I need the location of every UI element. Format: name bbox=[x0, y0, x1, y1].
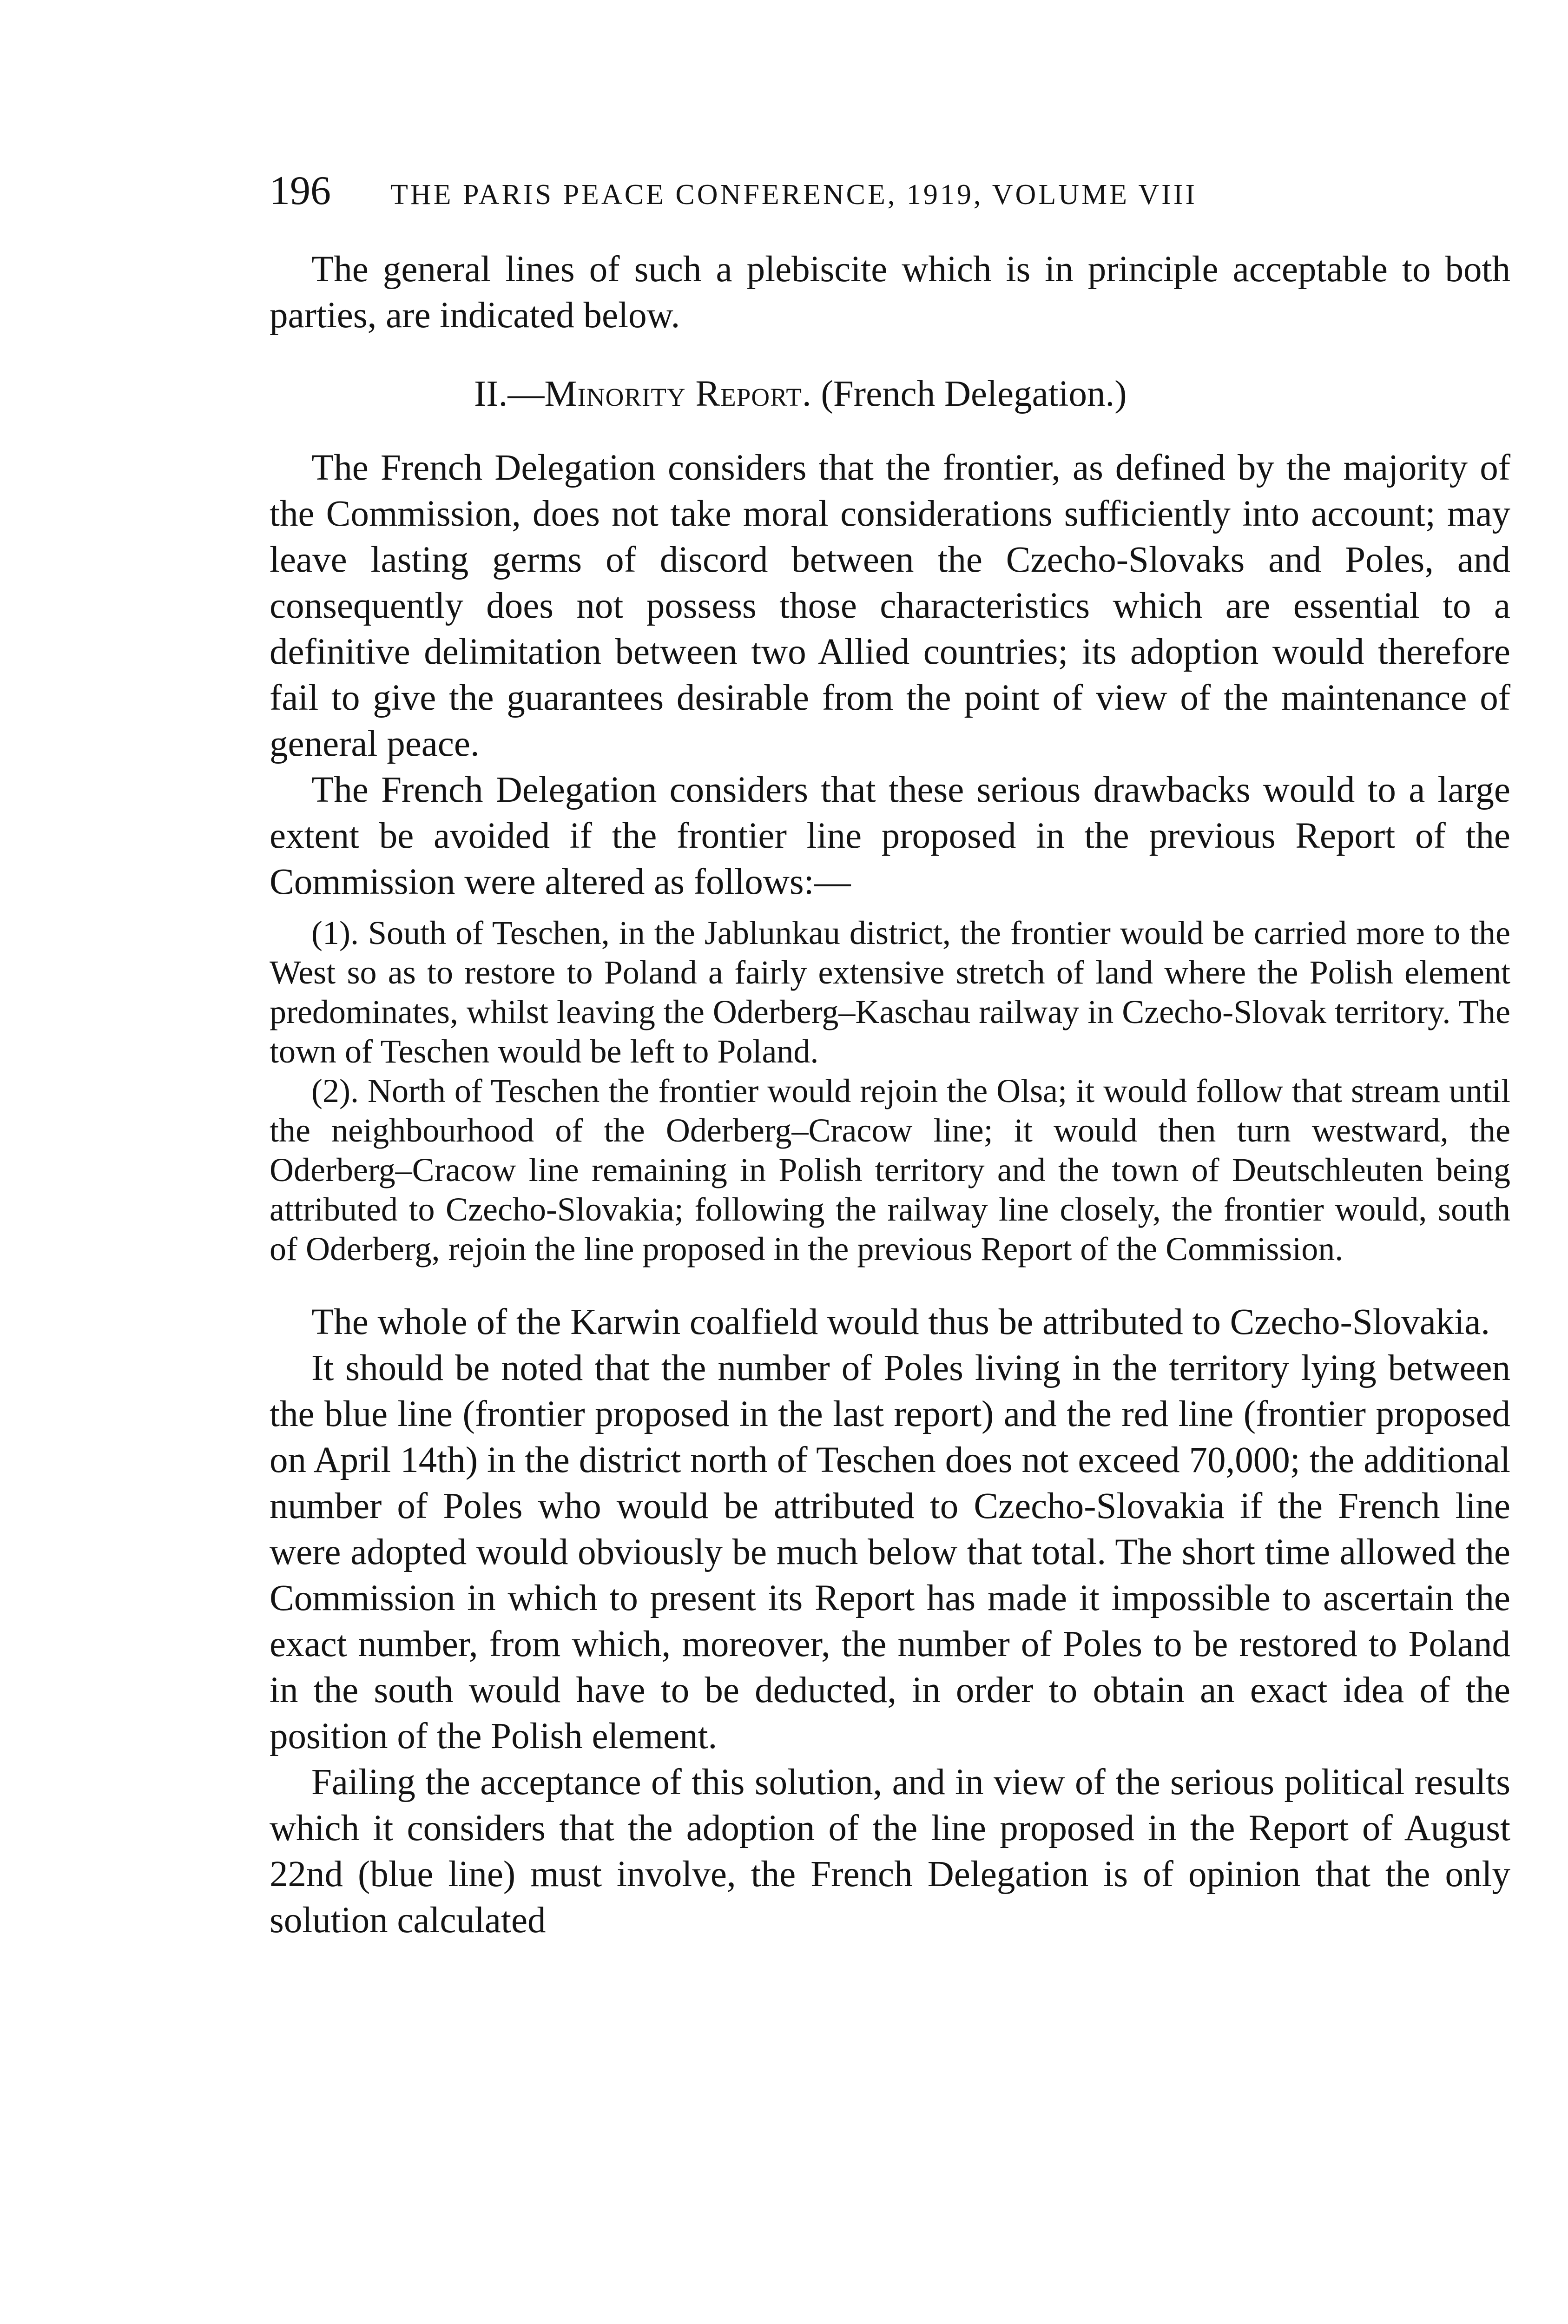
document-page bbox=[270, 167, 1510, 1943]
paragraph-number-of-poles: It should be noted that the number of Poles living in the territory lying between the blue line (frontier proposed in the last report) and the red line (frontier proposed on April 14th) in the district north of Teschen does not exceed 70,000; the additional number of Poles who would be attributed to Czecho-Slovakia if the French line were adopted would obviously be much below that total. The short time allowed the Commission in which to present its Report has made it impossible to ascertain the exact number, from which, moreover, the number of Poles to be restored to Poland in the south would have to be deducted, in order to obtain an exact idea of the position of the Polish element. bbox=[270, 1348, 1510, 1756]
intro-paragraph: The general lines of such a plebiscite which is in principle acceptable to both parties, are indicated below. bbox=[270, 249, 1510, 336]
section-heading bbox=[270, 371, 1510, 417]
numbered-point-2: (2). North of Teschen the frontier would rejoin the Olsa; it would follow that stream until the neighbourhood of the Oderberg–Cracow line; it would then turn westward, the Oderberg–Cracow line remaining in Polish territory and the town of Deutschleuten being attributed to Czecho-Slovakia; following the railway line closely, the frontier would, south of Oderberg, rejoin the line proposed in the previous Report of the Commission. bbox=[270, 1072, 1510, 1268]
paragraph-frontier-considerations: The French Delegation considers that the frontier, as defined by the majority of the Commission, does not take moral considerations sufficiently into account; may leave lasting germs of discord between the Czecho-Slovaks and Poles, and consequently does not possess those characteristics which are essential to a definitive delimitation between two Allied countries; its adoption would therefore fail to give the guarantees desirable from the point of view of the maintenance of general peace. bbox=[270, 448, 1510, 764]
running-title: THE PARIS PEACE CONFERENCE, 1919, VOLUME VIII bbox=[390, 179, 1198, 211]
page-header bbox=[270, 167, 1510, 218]
section-number: II.— bbox=[474, 374, 545, 414]
paragraph-karwin-coalfield: The whole of the Karwin coalfield would thus be attributed to Czecho-Slovakia. bbox=[311, 1302, 1490, 1342]
section-title: Minority Report. bbox=[544, 374, 812, 414]
section-subtitle: (French Delegation.) bbox=[821, 374, 1127, 414]
page-number: 196 bbox=[270, 168, 331, 213]
paragraph-failing-acceptance: Failing the acceptance of this solution, and in view of the serious political results which it considers that the adoption of the line proposed in the Report of August 22nd (blue line) must involve, the French Delegation is of opinion that the only solution calculated bbox=[270, 1762, 1510, 1941]
paragraph-serious-drawbacks: The French Delegation considers that these serious drawbacks would to a large extent be avoided if the frontier line proposed in the previous Report of the Commission were altered as follows:— bbox=[270, 770, 1510, 902]
numbered-point-1: (1). South of Teschen, in the Jablunkau district, the frontier would be carried more to the West so as to restore to Poland a fairly extensive stretch of land where the Polish element predominates, whilst leaving the Oderberg–Kaschau railway in Czecho-Slovak territory. The town of Teschen would be left to Poland. bbox=[270, 914, 1510, 1070]
